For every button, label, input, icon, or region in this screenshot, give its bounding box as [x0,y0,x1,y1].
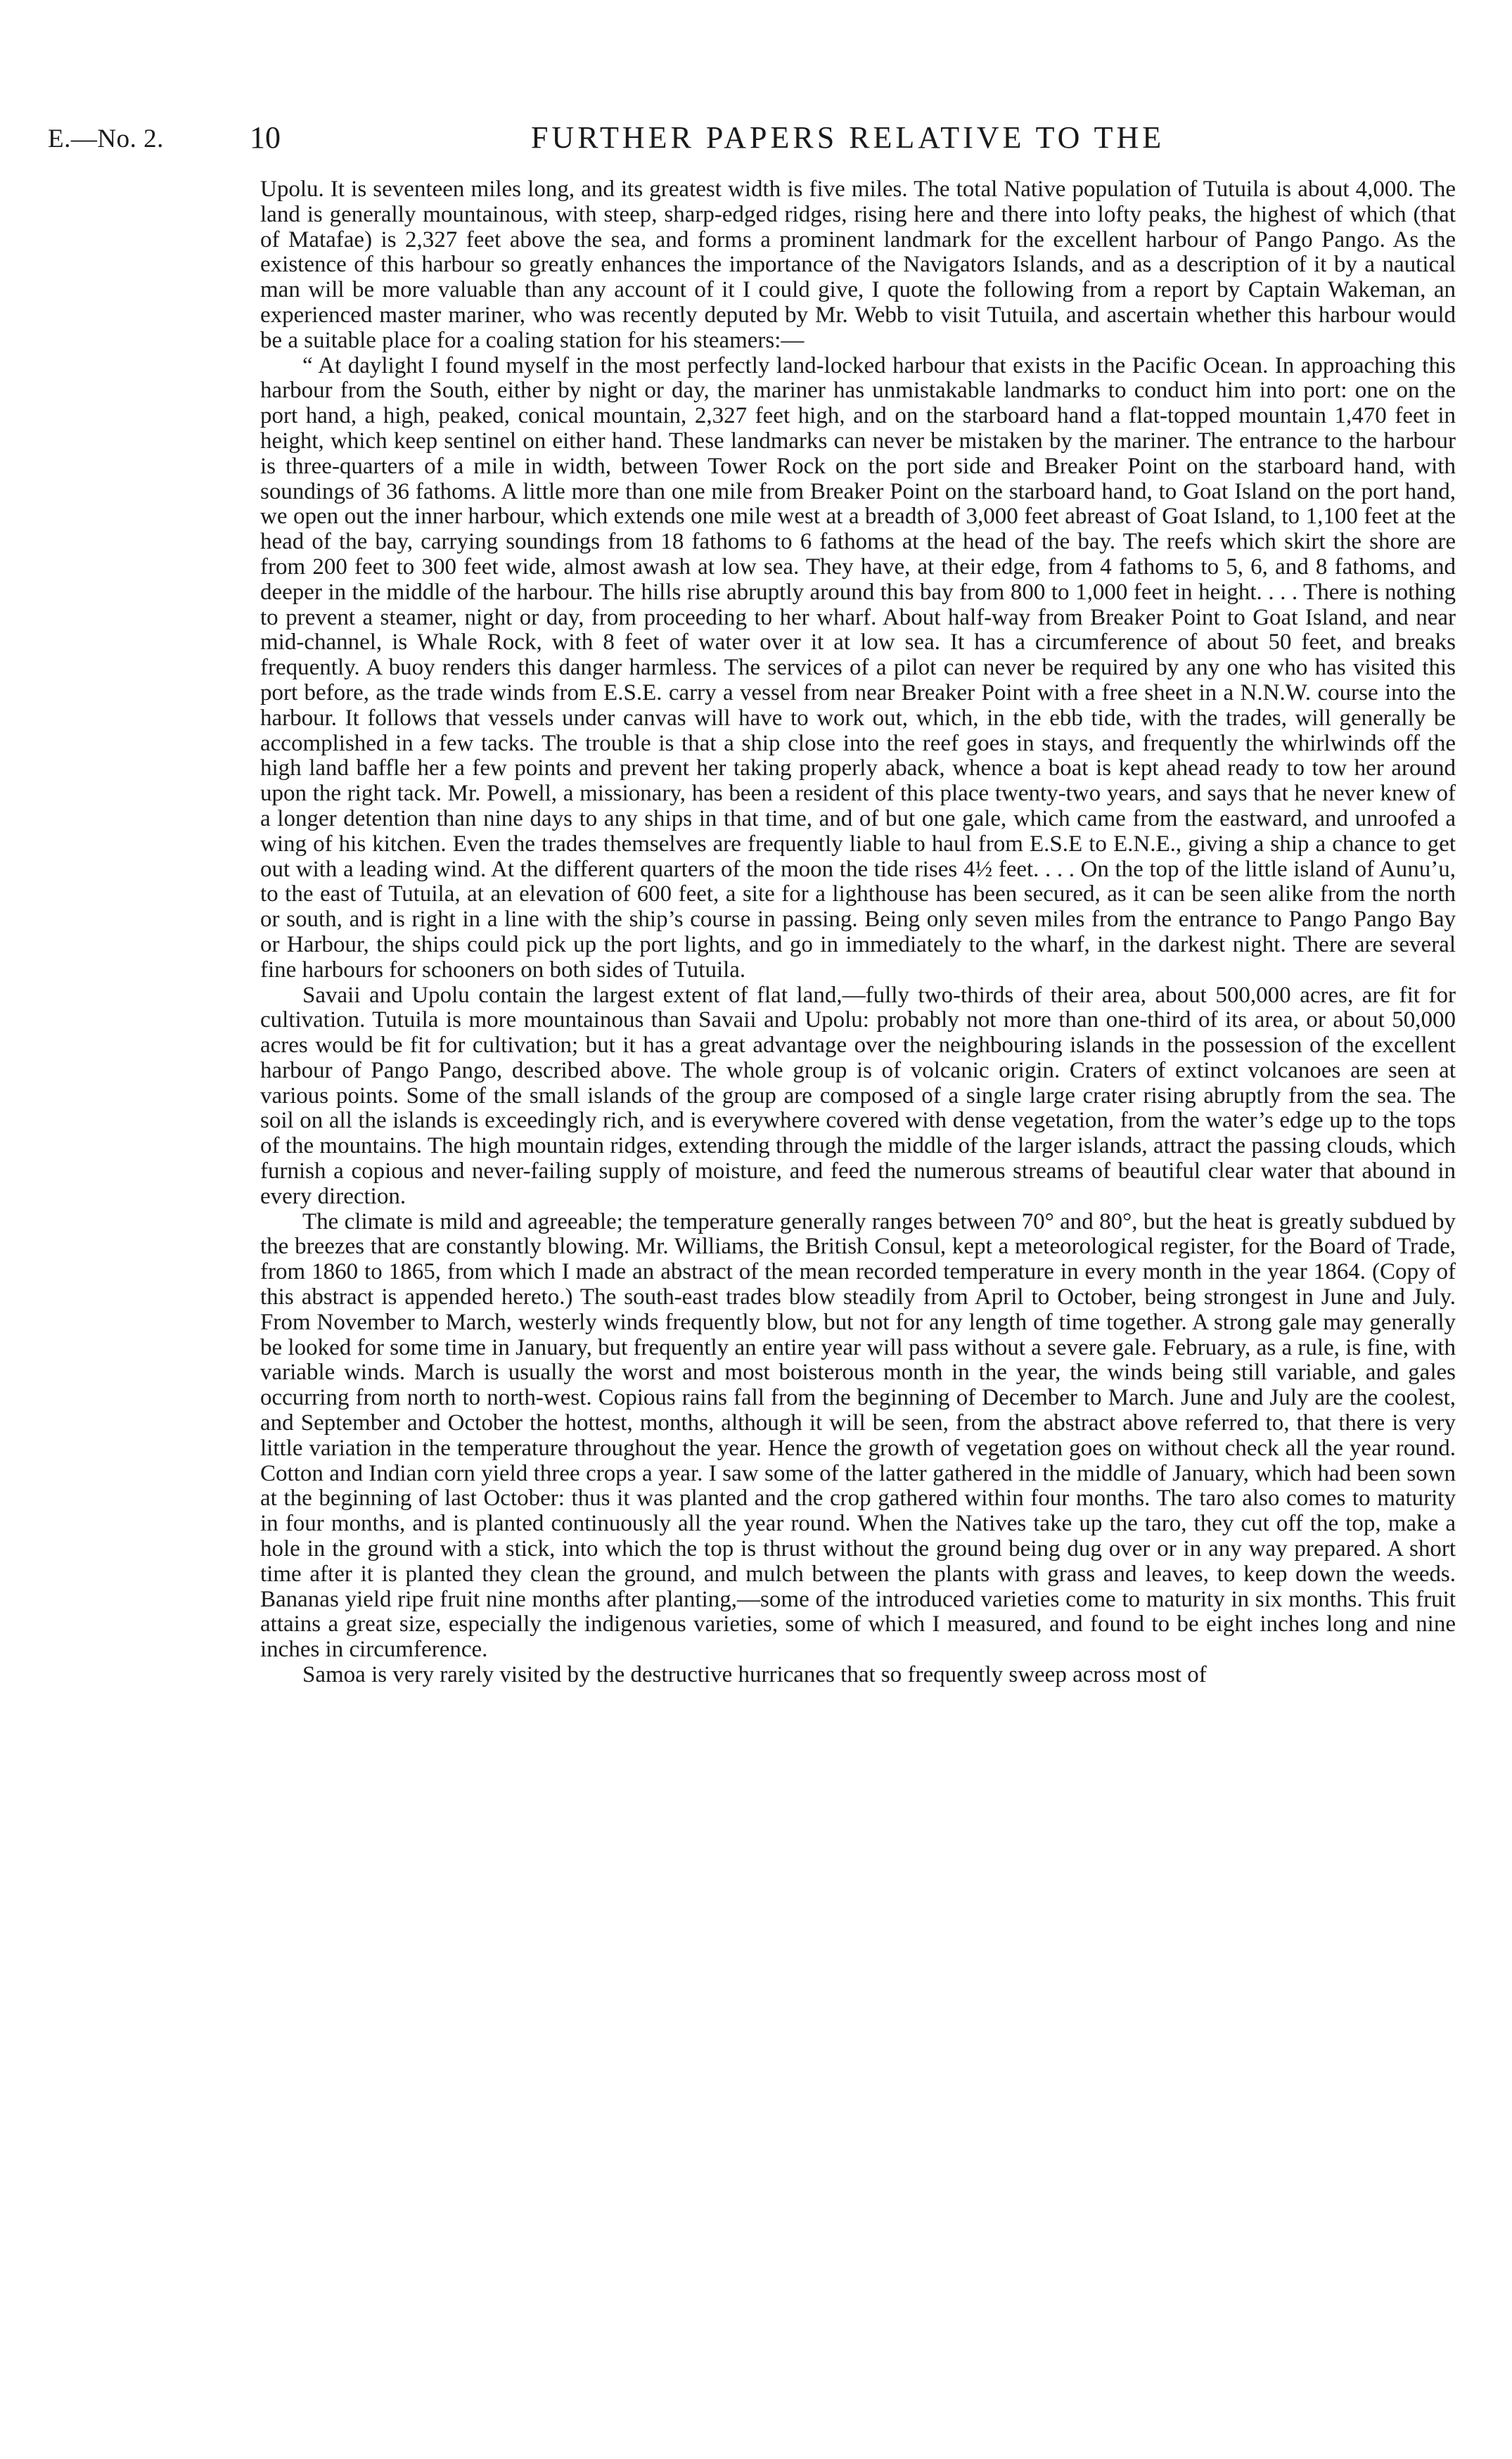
page-number: 10 [250,120,281,155]
paragraph-climate: The climate is mild and agreeable; the temperature generally ranges between 70° and 80°, but the heat is greatly subdued by the breezes that are constantly blowing. Mr. Williams, the British Consul, kept a meteorological register, for the Board of Trade, from 1860 to 1865, from which I made an abstract of the mean recorded temperature in every month in the year 1864. (Copy of this abstract is appended hereto.) The south-east trades blow steadily from April to October, being strongest in June and July. From November to March, westerly winds frequently blow, but not for any length of time together. A strong gale may generally be looked for some time in January, but frequently an entire year will pass without a severe gale. February, as a rule, is fine, with variable winds. March is usually the worst and most boisterous month in the year, the winds being still variable, and gales occurring from north to north-west. Copious rains fall from the beginning of December to March. June and July are the coolest, and September and October the hottest, months, although it will be seen, from the abstract above referred to, that there is very little variation in the temperature throughout the year. Hence the growth of vegetation goes on without check all the year round. Cotton and Indian corn yield three crops a year. I saw some of the latter gathered in the middle of January, which had been sown at the beginning of last October: thus it was planted and the crop gathered within four months. The taro also comes to maturity in four months, and is planted continuously all the year round. When the Natives take up the taro, they cut off the top, make a hole in the ground with a stick, into which the top is thrust without the ground being dug over or in any way prepared. A short time after it is planted they clean the ground, and mulch between the plants with grass and leaves, to keep down the weeds. Bananas yield ripe fruit nine months after planting,—some of the introduced varieties come to maturity in six months. This fruit attains a great size, especially the indigenous varieties, some of which I measured, and found to be eight inches long and nine inches in circumference. [260,1208,1456,1663]
paragraph-tutuila-description: Upolu. It is seventeen miles long, and its greatest width is five miles. The total Native population of Tutuila is about 4,000. The land is generally mountainous, with steep, sharp-edged ridges, rising here and there into lofty peaks, the highest of which (that of Matafae) is 2,327 feet above the sea, and forms a prominent landmark for the excellent harbour of Pango Pango. As the existence of this harbour so greatly enhances the importance of the Navigators Islands, and as a description of it by a nautical man will be more valuable than any account of it I could give, I quote the following from a report by Captain Wakeman, an experienced master mariner, who was recently deputed by Mr. Webb to visit Tutuila, and ascertain whether this harbour would be a suitable place for a coaling station for his steamers:— [260,177,1456,353]
document-reference: E.—No. 2. [48,124,164,153]
paragraph-land-and-soil: Savaii and Upolu contain the largest extent of flat land,—fully two-thirds of their area, about 500,000 acres, are fit for cultivation. Tutuila is more mountainous than Savaii and Upolu: probably not more than one-third of its area, or about 50,000 acres would be fit for cultivation; but it has a great advantage over the neighbouring islands in the possession of the excellent harbour of Pango Pango, described above. The whole group is of volcanic origin. Craters of extinct volcanoes are seen at various points. Some of the small islands of the group are composed of a single large crater rising abruptly from the sea. The soil on all the islands is exceedingly rich, and is everywhere covered with dense vegetation, from the water’s edge up to the tops of the mountains. The high mountain ridges, extending through the middle of the larger islands, attract the passing clouds, which furnish a copious and never-failing supply of moisture, and feed the numerous streams of beautiful clear water that abound in every direction. [260,982,1456,1209]
paragraph-hurricanes: Samoa is very rarely visited by the destructive hurricanes that so frequently sweep across most of [302,1662,1207,1688]
body-text [260,177,1456,1688]
running-title: FURTHER PAPERS RELATIVE TO THE [531,120,1165,155]
paragraph-wakeman-report: “ At daylight I found myself in the most perfectly land-locked harbour that exists in the Pacific Ocean. In approaching this harbour from the South, either by night or day, the mariner has unmistakable landmarks to conduct him into port: one on the port hand, a high, peaked, conical mountain, 2,327 feet high, and on the starboard hand a flat-topped mountain 1,470 feet in height, which keep sentinel on either hand. These landmarks can never be mistaken by the mariner. The entrance to the harbour is three-quarters of a mile in width, between Tower Rock on the port side and Breaker Point on the starboard hand, with soundings of 36 fathoms. A little more than one mile from Breaker Point on the starboard hand, to Goat Island on the port hand, we open out the inner harbour, which extends one mile west at a breadth of 3,000 feet abreast of Goat Island, to 1,100 feet at the head of the bay, carrying soundings from 18 fathoms to 6 fathoms at the head of the bay. The reefs which skirt the shore are from 200 feet to 300 feet wide, almost awash at low sea. They have, at their edge, from 4 fathoms to 5, 6, and 8 fathoms, and deeper in the middle of the harbour. The hills rise abruptly around this bay from 800 to 1,000 feet in height. . . . There is nothing to prevent a steamer, night or day, from proceeding to her wharf. About half-way from Breaker Point to Goat Island, and near mid-channel, is Whale Rock, with 8 feet of water over it at low sea. It has a circumference of about 50 feet, and breaks frequently. A buoy renders this danger harmless. The services of a pilot can never be required by any one who has visited this port before, as the trade winds from E.S.E. carry a vessel from near Breaker Point with a free sheet in a N.N.W. course into the harbour. It follows that vessels under canvas will have to work out, which, in the ebb tide, with the trades, will generally be accomplished in a few tacks. The trouble is that a ship close into the reef goes in stays, and frequently the whirlwinds off the high land baffle her a few points and prevent her taking properly aback, whence a boat is kept ahead ready to tow her around upon the right tack. Mr. Powell, a missionary, has been a resident of this place twenty-two years, and says that he never knew of a longer detention than nine days to any ships in that time, and of but one gale, which came from the eastward, and unroofed a wing of his kitchen. Even the trades themselves are frequently liable to haul from E.S.E to E.N.E., giving a ship a chance to get out with a leading wind. At the different quarters of the moon the tide rises 4½ feet. . . . On the top of the little island of Aunu’u, to the east of Tutuila, at an elevation of 600 feet, a site for a lighthouse has been secured, as it can be seen alike from the north or south, and is right in a line with the ship’s course in passing. Being only seven miles from the entrance to Pango Pango Bay or Harbour, the ships could pick up the port lights, and go in immediately to the wharf, in the darkest night. There are several fine harbours for schooners on both sides of Tutuila. [260,352,1456,983]
